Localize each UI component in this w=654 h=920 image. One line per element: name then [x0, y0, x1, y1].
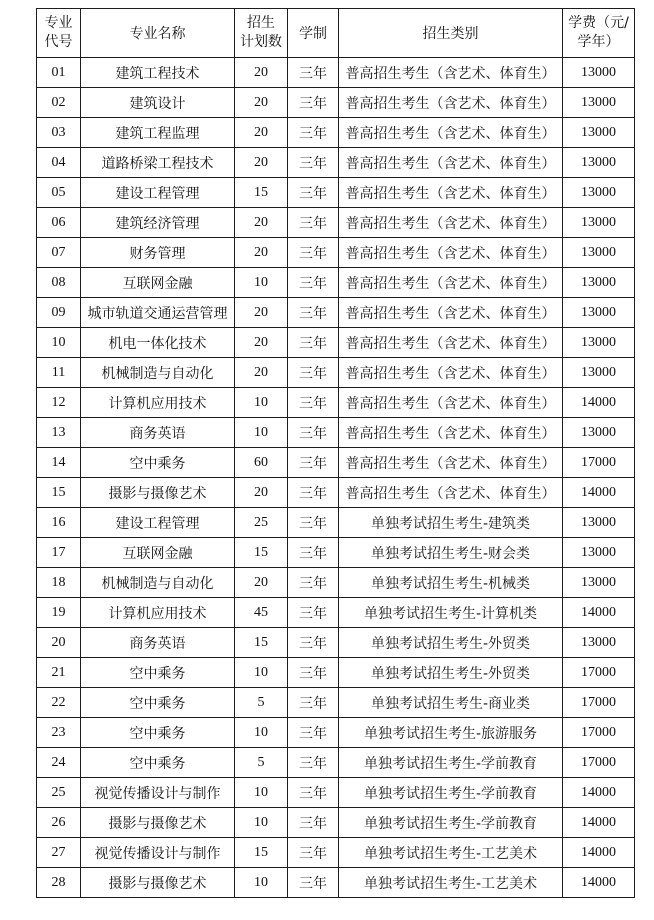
major-name: 机械制造与自动化 — [81, 568, 235, 598]
major-code: 14 — [37, 448, 81, 478]
enrollment-quota: 45 — [235, 598, 288, 628]
tuition-fee: 13000 — [563, 568, 635, 598]
tuition-fee: 14000 — [563, 778, 635, 808]
enrollment-category: 单独考试招生考生-旅游服务 — [339, 718, 563, 748]
enrollment-quota: 20 — [235, 58, 288, 88]
major-name: 空中乘务 — [81, 688, 235, 718]
enrollment-category: 单独考试招生考生-外贸类 — [339, 658, 563, 688]
enrollment-category: 单独考试招生考生-机械类 — [339, 568, 563, 598]
enrollment-category: 普高招生考生（含艺术、体育生） — [339, 178, 563, 208]
program-length: 三年 — [288, 838, 339, 868]
enrollment-category: 普高招生考生（含艺术、体育生） — [339, 88, 563, 118]
enrollment-category: 单独考试招生考生-财会类 — [339, 538, 563, 568]
enrollment-quota: 10 — [235, 718, 288, 748]
tuition-fee: 13000 — [563, 358, 635, 388]
enrollment-quota: 10 — [235, 808, 288, 838]
enrollment-quota: 20 — [235, 568, 288, 598]
table-row — [37, 238, 635, 268]
major-code: 08 — [37, 268, 81, 298]
program-length: 三年 — [288, 628, 339, 658]
enrollment-category: 单独考试招生考生-外贸类 — [339, 628, 563, 658]
tuition-fee: 13000 — [563, 508, 635, 538]
enrollment-quota: 15 — [235, 178, 288, 208]
major-code: 25 — [37, 778, 81, 808]
major-code: 23 — [37, 718, 81, 748]
enrollment-quota: 20 — [235, 298, 288, 328]
header-tuition-line1: 学费（元/ — [568, 15, 629, 31]
table-row — [37, 118, 635, 148]
program-length: 三年 — [288, 778, 339, 808]
header-program-length: 学制 — [288, 9, 339, 58]
enrollment-category: 普高招生考生（含艺术、体育生） — [339, 328, 563, 358]
table-row — [37, 358, 635, 388]
enrollment-category: 普高招生考生（含艺术、体育生） — [339, 358, 563, 388]
tuition-fee: 13000 — [563, 148, 635, 178]
major-name: 空中乘务 — [81, 658, 235, 688]
enrollment-category: 单独考试招生考生-工艺美术 — [339, 838, 563, 868]
table-row — [37, 538, 635, 568]
table-row — [37, 868, 635, 898]
enrollment-category: 普高招生考生（含艺术、体育生） — [339, 388, 563, 418]
major-code: 24 — [37, 748, 81, 778]
major-name: 机电一体化技术 — [81, 328, 235, 358]
major-name: 商务英语 — [81, 628, 235, 658]
major-name: 计算机应用技术 — [81, 598, 235, 628]
major-name: 视觉传播设计与制作 — [81, 778, 235, 808]
header-quota-line1: 招生 — [247, 15, 275, 31]
enrollment-quota: 20 — [235, 88, 288, 118]
table-row — [37, 208, 635, 238]
major-name: 财务管理 — [81, 238, 235, 268]
major-code: 13 — [37, 418, 81, 448]
major-code: 21 — [37, 658, 81, 688]
tuition-fee: 17000 — [563, 688, 635, 718]
enrollment-category: 单独考试招生考生-工艺美术 — [339, 868, 563, 898]
tuition-fee: 13000 — [563, 178, 635, 208]
enrollment-category: 普高招生考生（含艺术、体育生） — [339, 238, 563, 268]
tuition-fee: 14000 — [563, 478, 635, 508]
major-name: 摄影与摄像艺术 — [81, 478, 235, 508]
tuition-fee: 13000 — [563, 298, 635, 328]
major-name: 空中乘务 — [81, 448, 235, 478]
program-length: 三年 — [288, 448, 339, 478]
major-code: 19 — [37, 598, 81, 628]
program-length: 三年 — [288, 808, 339, 838]
major-code: 15 — [37, 478, 81, 508]
major-code: 01 — [37, 58, 81, 88]
enrollment-category: 单独考试招生考生-计算机类 — [339, 598, 563, 628]
enrollment-category: 单独考试招生考生-建筑类 — [339, 508, 563, 538]
table-row — [37, 328, 635, 358]
table-row — [37, 598, 635, 628]
tuition-fee: 14000 — [563, 838, 635, 868]
enrollment-category: 普高招生考生（含艺术、体育生） — [339, 118, 563, 148]
table-row — [37, 478, 635, 508]
enrollment-quota: 20 — [235, 478, 288, 508]
enrollment-quota: 15 — [235, 538, 288, 568]
tuition-fee: 17000 — [563, 448, 635, 478]
table-row — [37, 298, 635, 328]
tuition-fee: 13000 — [563, 208, 635, 238]
tuition-fee: 13000 — [563, 628, 635, 658]
major-name: 机械制造与自动化 — [81, 358, 235, 388]
table-row — [37, 778, 635, 808]
table-row — [37, 268, 635, 298]
enrollment-quota: 10 — [235, 778, 288, 808]
major-name: 视觉传播设计与制作 — [81, 838, 235, 868]
program-length: 三年 — [288, 748, 339, 778]
program-length: 三年 — [288, 298, 339, 328]
tuition-fee: 17000 — [563, 748, 635, 778]
header-major-code-line2: 代号 — [44, 34, 73, 50]
enrollment-table — [36, 8, 635, 898]
tuition-fee: 14000 — [563, 808, 635, 838]
header-tuition-line2: 学年） — [577, 34, 620, 50]
major-name: 城市轨道交通运营管理 — [81, 298, 235, 328]
major-code: 28 — [37, 868, 81, 898]
enrollment-quota: 5 — [235, 688, 288, 718]
enrollment-quota: 15 — [235, 628, 288, 658]
enrollment-quota: 20 — [235, 148, 288, 178]
enrollment-quota: 20 — [235, 118, 288, 148]
major-code: 12 — [37, 388, 81, 418]
table-row — [37, 508, 635, 538]
enrollment-category: 普高招生考生（含艺术、体育生） — [339, 148, 563, 178]
major-code: 06 — [37, 208, 81, 238]
table-row — [37, 808, 635, 838]
enrollment-quota: 20 — [235, 208, 288, 238]
major-code: 10 — [37, 328, 81, 358]
enrollment-category: 单独考试招生考生-学前教育 — [339, 778, 563, 808]
tuition-fee: 17000 — [563, 718, 635, 748]
major-code: 20 — [37, 628, 81, 658]
tuition-fee: 14000 — [563, 388, 635, 418]
major-code: 11 — [37, 358, 81, 388]
major-name: 建筑工程技术 — [81, 58, 235, 88]
tuition-fee: 14000 — [563, 868, 635, 898]
enrollment-category: 普高招生考生（含艺术、体育生） — [339, 208, 563, 238]
major-code: 22 — [37, 688, 81, 718]
program-length: 三年 — [288, 598, 339, 628]
program-length: 三年 — [288, 868, 339, 898]
table-row — [37, 448, 635, 478]
major-name: 建筑工程监理 — [81, 118, 235, 148]
major-name: 建设工程管理 — [81, 508, 235, 538]
program-length: 三年 — [288, 658, 339, 688]
table-row — [37, 178, 635, 208]
enrollment-quota: 10 — [235, 658, 288, 688]
table-row — [37, 568, 635, 598]
enrollment-quota: 5 — [235, 748, 288, 778]
table-row — [37, 658, 635, 688]
enrollment-quota: 10 — [235, 418, 288, 448]
enrollment-category: 单独考试招生考生-商业类 — [339, 688, 563, 718]
major-code: 26 — [37, 808, 81, 838]
program-length: 三年 — [288, 358, 339, 388]
tuition-fee: 13000 — [563, 118, 635, 148]
program-length: 三年 — [288, 718, 339, 748]
enrollment-quota: 15 — [235, 838, 288, 868]
major-code: 18 — [37, 568, 81, 598]
enrollment-quota: 10 — [235, 868, 288, 898]
table-row — [37, 838, 635, 868]
enrollment-quota: 25 — [235, 508, 288, 538]
tuition-fee: 13000 — [563, 58, 635, 88]
tuition-fee: 13000 — [563, 238, 635, 268]
major-code: 16 — [37, 508, 81, 538]
tuition-fee: 13000 — [563, 88, 635, 118]
enrollment-category: 普高招生考生（含艺术、体育生） — [339, 418, 563, 448]
table-row — [37, 58, 635, 88]
major-code: 17 — [37, 538, 81, 568]
major-name: 建筑经济管理 — [81, 208, 235, 238]
tuition-fee: 13000 — [563, 268, 635, 298]
tuition-fee: 13000 — [563, 328, 635, 358]
enrollment-category: 普高招生考生（含艺术、体育生） — [339, 298, 563, 328]
header-row — [37, 9, 635, 58]
enrollment-category: 普高招生考生（含艺术、体育生） — [339, 58, 563, 88]
major-code: 27 — [37, 838, 81, 868]
header-enrollment-category: 招生类别 — [339, 9, 563, 58]
major-code: 05 — [37, 178, 81, 208]
enrollment-quota: 20 — [235, 328, 288, 358]
major-name: 道路桥梁工程技术 — [81, 148, 235, 178]
major-name: 建设工程管理 — [81, 178, 235, 208]
program-length: 三年 — [288, 328, 339, 358]
program-length: 三年 — [288, 238, 339, 268]
program-length: 三年 — [288, 538, 339, 568]
program-length: 三年 — [288, 178, 339, 208]
table-row — [37, 418, 635, 448]
header-tuition — [563, 9, 635, 58]
major-code: 04 — [37, 148, 81, 178]
tuition-fee: 14000 — [563, 598, 635, 628]
header-quota-line2: 计划数 — [240, 34, 282, 50]
major-code: 02 — [37, 88, 81, 118]
program-length: 三年 — [288, 148, 339, 178]
table-row — [37, 688, 635, 718]
tuition-fee: 13000 — [563, 538, 635, 568]
enrollment-category: 普高招生考生（含艺术、体育生） — [339, 268, 563, 298]
major-name: 互联网金融 — [81, 268, 235, 298]
program-length: 三年 — [288, 58, 339, 88]
header-major-name: 专业名称 — [81, 9, 235, 58]
table-row — [37, 388, 635, 418]
major-name: 摄影与摄像艺术 — [81, 808, 235, 838]
table-row — [37, 718, 635, 748]
major-name: 计算机应用技术 — [81, 388, 235, 418]
program-length: 三年 — [288, 388, 339, 418]
header-enrollment-quota — [235, 9, 288, 58]
enrollment-category: 普高招生考生（含艺术、体育生） — [339, 448, 563, 478]
major-code: 07 — [37, 238, 81, 268]
program-length: 三年 — [288, 688, 339, 718]
major-name: 摄影与摄像艺术 — [81, 868, 235, 898]
table-row — [37, 748, 635, 778]
program-length: 三年 — [288, 418, 339, 448]
tuition-fee: 13000 — [563, 418, 635, 448]
enrollment-quota: 20 — [235, 358, 288, 388]
program-length: 三年 — [288, 118, 339, 148]
enrollment-category: 单独考试招生考生-学前教育 — [339, 808, 563, 838]
enrollment-category: 普高招生考生（含艺术、体育生） — [339, 478, 563, 508]
major-name: 空中乘务 — [81, 718, 235, 748]
major-name: 商务英语 — [81, 418, 235, 448]
header-major-code-line1: 专业 — [44, 15, 73, 31]
program-length: 三年 — [288, 208, 339, 238]
table-row — [37, 628, 635, 658]
major-code: 09 — [37, 298, 81, 328]
program-length: 三年 — [288, 568, 339, 598]
program-length: 三年 — [288, 268, 339, 298]
table-row — [37, 148, 635, 178]
header-major-code — [37, 9, 81, 58]
program-length: 三年 — [288, 508, 339, 538]
major-name: 空中乘务 — [81, 748, 235, 778]
tuition-fee: 17000 — [563, 658, 635, 688]
table-row — [37, 88, 635, 118]
major-code: 03 — [37, 118, 81, 148]
major-name: 互联网金融 — [81, 538, 235, 568]
major-name: 建筑设计 — [81, 88, 235, 118]
enrollment-category: 单独考试招生考生-学前教育 — [339, 748, 563, 778]
enrollment-quota: 60 — [235, 448, 288, 478]
program-length: 三年 — [288, 88, 339, 118]
enrollment-quota: 20 — [235, 238, 288, 268]
enrollment-quota: 10 — [235, 388, 288, 418]
program-length: 三年 — [288, 478, 339, 508]
enrollment-quota: 10 — [235, 268, 288, 298]
